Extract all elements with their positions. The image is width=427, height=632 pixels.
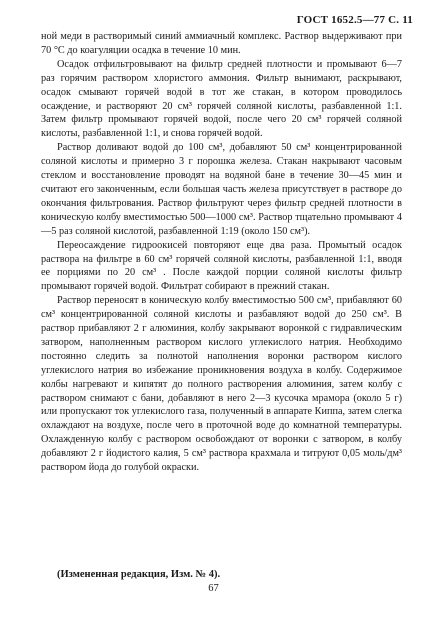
amendment-note: (Измененная редакция, Изм. № 4). — [57, 569, 221, 580]
paragraph-2: Осадок отфильтровывают на фильтр средней плотности и промывают 6—7 раз горячим раствором хлористого аммония. Фильтр вынимают, раскрывают, осадок смывают горячей водой в тот же стакан, в котором проводилось осаждение, и растворяют 20 см³ горячей соляной кислоты, разбавленной 1:1. Затем фильтр промывают горячей водой, после чего 20 см³ горячей соляной кислоты, разбавленной 1:1, и снова горячей водой. — [41, 58, 402, 140]
paragraph-1: ной меди в растворимый синий аммиачный комплекс. Раствор выдерживают при 70 °С до коагуляции осадка в течение 10 мин. — [41, 31, 402, 56]
paragraph-5: Раствор переносят в коническую колбу вместимостью 500 см³, прибавляют 60 см³ концентрированной соляной кислоты и разбавляют водой до 250 см³. В раствор прибавляют 2 г алюминия, колбу закрывают воронкой с гидравлическим затвором, наполненным раствором кислого углекислого натрия. Необходимо постоянно следить за полнотой наполнения воронки раствором кислого углекислого натрия во избежание проникновения воздуха в колбу. Содержимое колбы нагревают и кипятят до полного растворения алюминия, затем колбу с раствором снимают с бани, добавляют в него 2—3 кусочка мрамора (около 5 г) или пропускают ток углекислого газа, полученный в аппарате Киппа, затем слегка охлаждают на воздухе, после чего в проточной воде до комнатной температуры. Охлажденную колбу с раствором освобождают от воронки с затвором, в колбу добавляют 2 г йодистого калия, 5 см³ раствора крахмала и титруют 0,05 моль/дм³ раствором йода до голубой окраски. — [41, 295, 402, 474]
paragraph-3: Раствор доливают водой до 100 см³, добавляют 50 см³ концентрированной соляной кислоты и примерно 3 г порошка железа. Стакан накрывают часовым стеклом и восстановление проводят на водяной бане в течение 30—45 мин и считают его законченным, если большая часть железа присутствует в растворе до окончания фильтрования. Раствор фильтруют через фильтр средней плотности в коническую колбу вместимостью 500—1000 см³. Раствор тщательно промывают 4—5 раз соляной кислотой, разбавленной 1:19 (около 150 см³). — [41, 142, 402, 237]
document-body — [41, 30, 402, 475]
page-header: ГОСТ 1652.5—77 С. 11 — [296, 14, 413, 26]
paragraph-4: Переосаждение гидроокисей повторяют еще два раза. Промытый осадок раствора на фильтре в 60 см³ горячей соляной кислоты, разбавленной 1:1, вводя ее порциями по 20 см³ . После каждой порции соляной кислоты фильтр промывают горячей водой. Фильтрат собирают в прежний стакан. — [41, 239, 402, 293]
page-number: 67 — [208, 583, 219, 594]
